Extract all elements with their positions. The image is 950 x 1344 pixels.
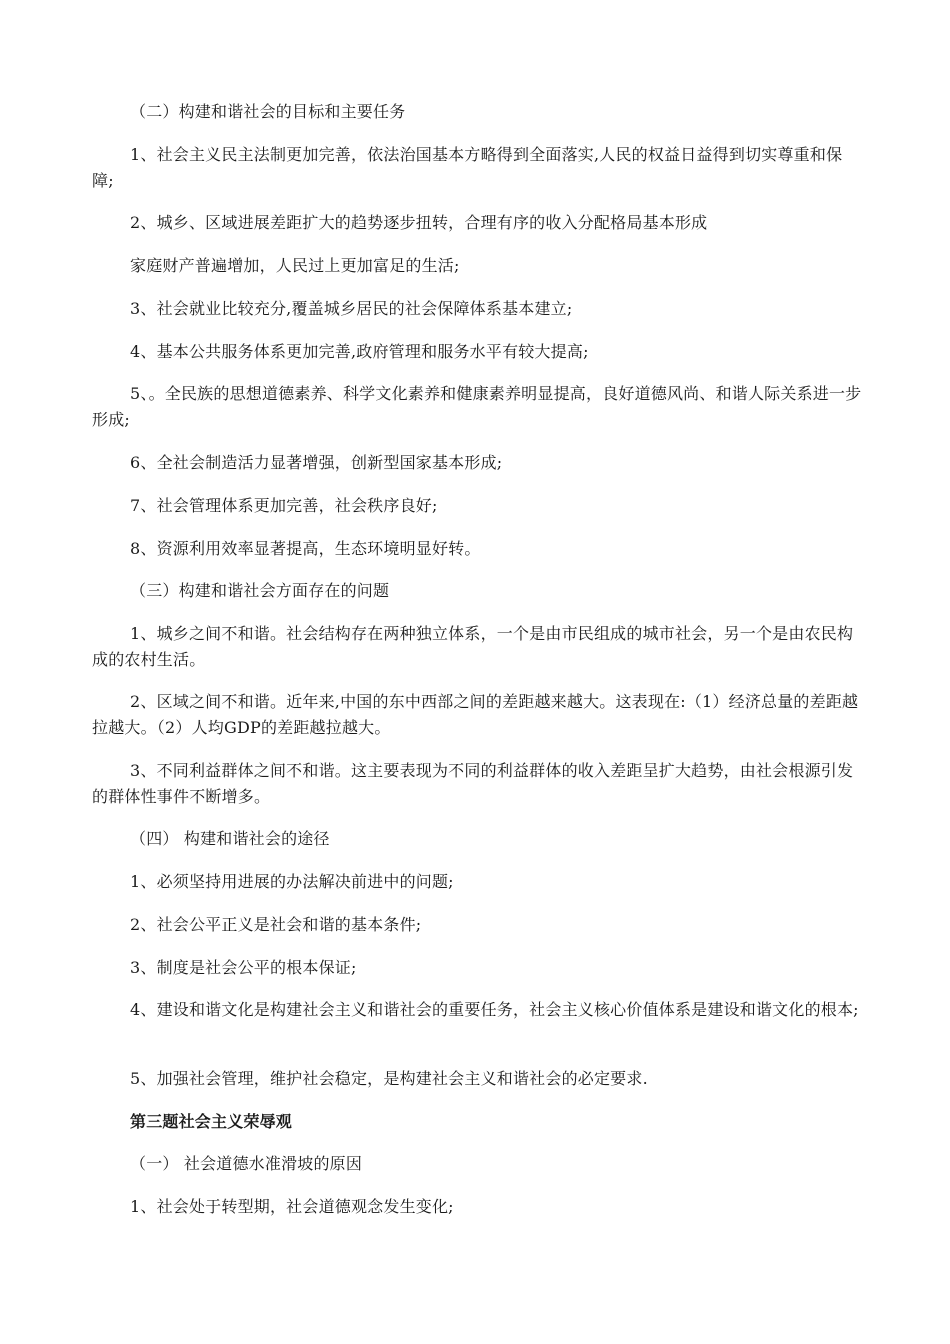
section-heading-1: （一） 社会道德水准滑坡的原因 (130, 1154, 363, 1173)
chapter-heading-3: 第三题社会主义荣辱观 (130, 1112, 293, 1131)
paragraph-goal-1: 1、社会主义民主法制更加完善，依法治国基本方略得到全面落实,人民的权益日益得到切实尊重和保障; (92, 145, 843, 190)
paragraph-goal-6: 6、全社会制造活力显著增强，创新型国家基本形成; (130, 453, 503, 472)
paragraph-path-3: 3、制度是社会公平的根本保证; (130, 958, 357, 977)
paragraph-goal-7: 7、社会管理体系更加完善，社会秩序良好; (130, 496, 438, 515)
paragraph-goal-3: 3、社会就业比较充分,覆盖城乡居民的社会保障体系基本建立; (130, 299, 573, 318)
paragraph-path-2: 2、社会公平正义是社会和谐的基本条件; (130, 915, 422, 934)
paragraph-goal-2: 2、城乡、区域进展差距扩大的趋势逐步扭转，合理有序的收入分配格局基本形成 (130, 213, 708, 232)
section-heading-4: （四） 构建和谐社会的途径 (130, 829, 330, 848)
paragraph-path-4: 4、建设和谐文化是构建社会主义和谐社会的重要任务，社会主义核心价值体系是建设和谐文化的根本; (130, 1000, 859, 1019)
paragraph-problem-2: 2、区域之间不和谐。近年来,中国的东中西部之间的差距越来越大。这表现在:（1）经济总量的差距越拉越大。（2）人均GDP的差距越拉越大。 (92, 692, 859, 737)
paragraph-goal-8: 8、资源利用效率显著提高，生态环境明显好转。 (130, 539, 481, 558)
section-heading-2: （二）构建和谐社会的目标和主要任务 (130, 102, 406, 121)
paragraph-cause-1: 1、社会处于转型期，社会道德观念发生变化; (130, 1197, 454, 1216)
paragraph-path-1: 1、必须坚持用进展的办法解决前进中的问题; (130, 872, 454, 891)
section-heading-3: （三）构建和谐社会方面存在的问题 (130, 581, 390, 600)
paragraph-goal-4: 4、基本公共服务体系更加完善,政府管理和服务水平有较大提高; (130, 342, 589, 361)
paragraph-problem-3: 3、不同利益群体之间不和谐。这主要表现为不同的利益群体的收入差距呈扩大趋势，由社会根源引发的群体性事件不断增多。 (92, 761, 854, 806)
paragraph-goal-2-continued: 家庭财产普遍增加，人民过上更加富足的生活; (130, 256, 460, 275)
paragraph-goal-5: 5、。全民族的思想道德素养、科学文化素养和健康素养明显提高，良好道德风尚、和谐人际关系进一步形成; (92, 384, 862, 429)
paragraph-problem-1: 1、城乡之间不和谐。社会结构存在两种独立体系，一个是由市民组成的城市社会，另一个是由农民构成的农村生活。 (92, 624, 854, 669)
paragraph-path-5: 5、加强社会管理，维护社会稳定，是构建社会主义和谐社会的必定要求. (130, 1069, 648, 1088)
